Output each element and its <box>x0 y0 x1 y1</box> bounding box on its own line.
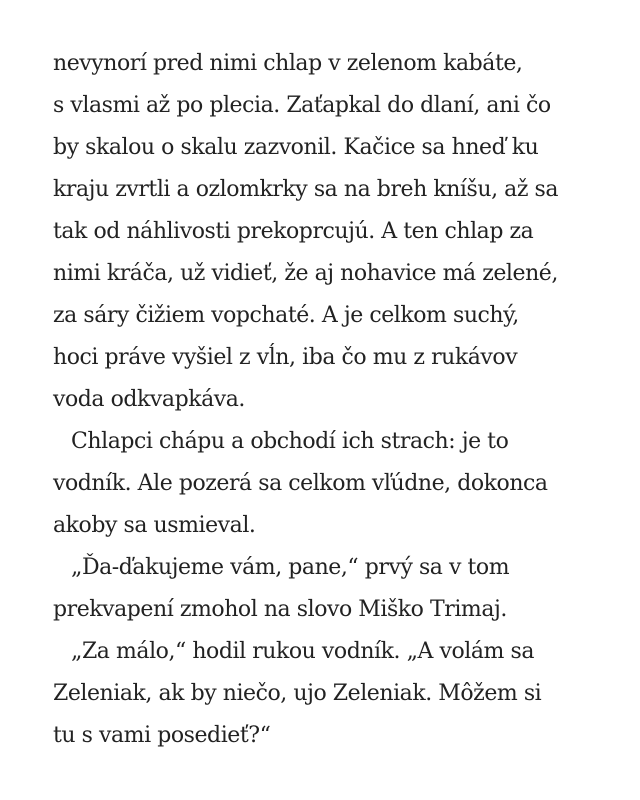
text-line: hoci práve vyšiel z vĺn, iba čo mu z rukávov <box>53 345 518 370</box>
text-line: kraju zvrtli a ozlomkrky sa na breh kníšu, až sa <box>53 177 559 202</box>
text-line: nimi kráča, už vidieť, že aj nohavice má zelené, <box>53 261 558 286</box>
text-line: tak od náhlivosti prekoprcujú. A ten chlap za <box>53 219 534 244</box>
text-line: Zeleniak, ak by niečo, ujo Zeleniak. Môžem si <box>53 681 542 706</box>
text-line: by skalou o skalu zazvonil. Kačice sa hneď ku <box>53 135 539 160</box>
text-line: za sáry čižiem vopchaté. A je celkom suchý, <box>53 303 519 328</box>
paragraph-start-line: „Za málo,“ hodil rukou vodník. „A volám sa <box>71 639 535 664</box>
text-line: s vlasmi až po plecia. Zaťapkal do dlaní, ani čo <box>53 93 551 118</box>
text-line: nevynorí pred nimi chlap v zelenom kabáte, <box>53 51 523 76</box>
text-line: voda odkvapkáva. <box>53 387 245 412</box>
text-line: akoby sa usmieval. <box>53 513 256 538</box>
text-line: tu s vami posedieť?“ <box>53 723 271 748</box>
text-line: prekvapení zmohol na slovo Miško Trimaj. <box>53 597 507 622</box>
paragraph-start-line: „Ďa-ďakujeme vám, pane,“ prvý sa v tom <box>71 555 510 580</box>
paragraph-start-line: Chlapci chápu a obchodí ich strach: je to <box>71 429 509 454</box>
book-page-text <box>53 43 613 757</box>
text-line: vodník. Ale pozerá sa celkom vľúdne, dokonca <box>53 471 548 496</box>
